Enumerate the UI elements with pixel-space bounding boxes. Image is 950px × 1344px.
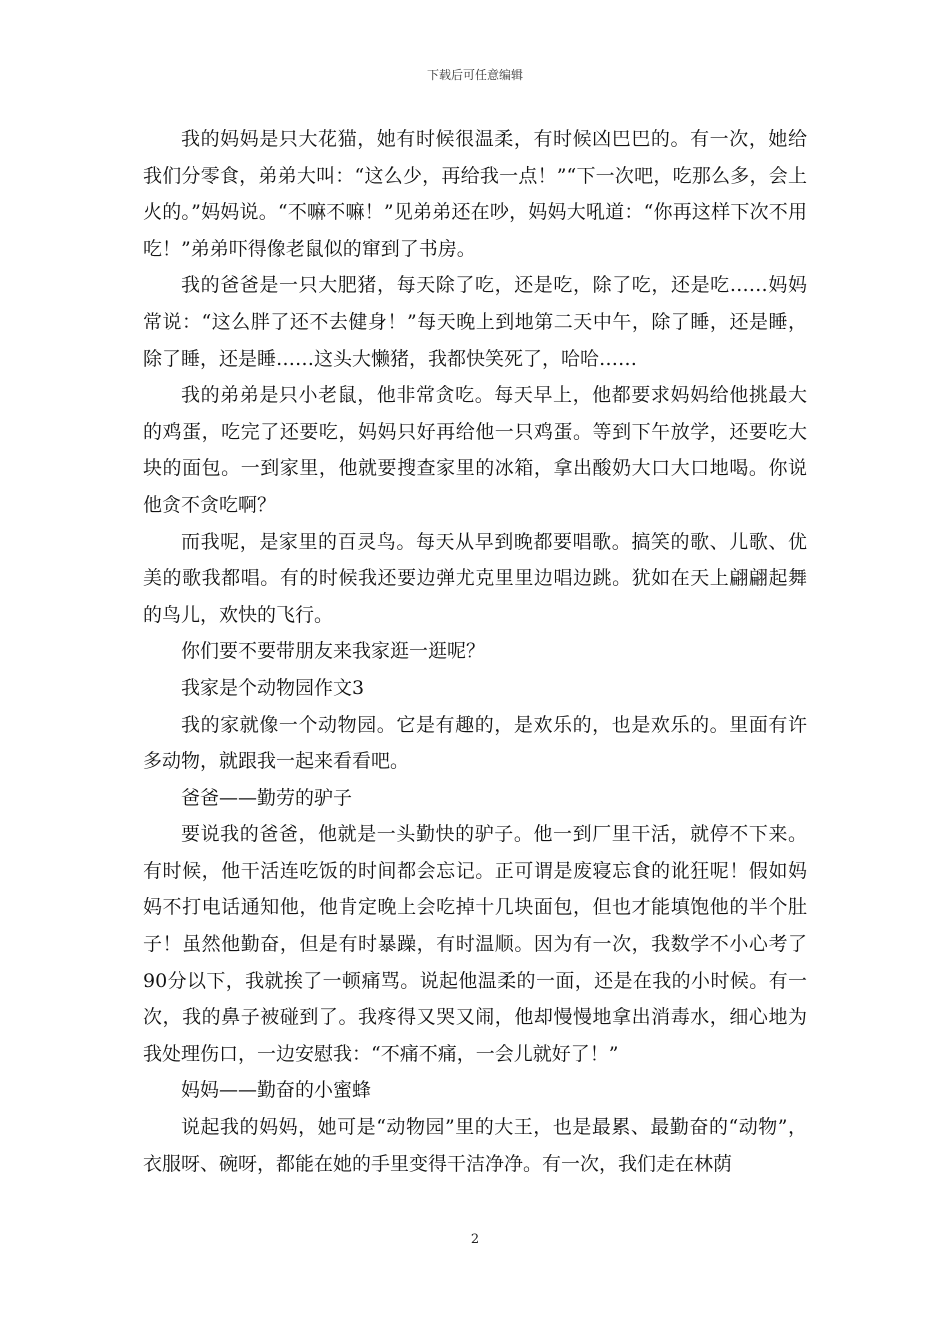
paragraph-mom-bee: 说起我的妈妈，她可是“动物园”里的大王，也是最累、最勤奋的“动物”，衣服呀、碗呀，都能在她的手里变得干洁净净。有一次，我们走在林荫 [143,1116,807,1175]
document-body [143,121,807,1182]
section-heading-dad: 爸爸——勤劳的驴子 [181,786,353,809]
paragraph-intro: 我的家就像一个动物园。它是有趣的，是欢乐的，也是欢乐的。里面有许多动物，就跟我一起来看看吧。 [143,713,807,773]
essay-title: 我家是个动物园作文3 [181,676,365,699]
paragraph-mom-cat: 我的妈妈是只大花猫，她有时候很温柔，有时候凶巴巴的。有一次，她给我们分零食，弟弟大叫：“这么少，再给我一点！”“下一次吧，吃那么多，会上火的。”妈妈说。“不嘛不嘛！”见弟弟还在吵，妈妈大吼道：“你再这样下次不用吃！”弟弟吓得像老鼠似的窜到了书房。 [143,128,807,260]
paragraph-dad-pig: 我的爸爸是一只大肥猪，每天除了吃，还是吃，除了吃，还是吃……妈妈常说：“这么胖了还不去健身！”每天晚上到地第二天中午，除了睡，还是睡，除了睡，还是睡……这头大懒猪，我都快笑死了，哈哈…… [143,274,807,370]
paragraph-brother-mouse: 我的弟弟是只小老鼠，他非常贪吃。每天早上，他都要求妈妈给他挑最大的鸡蛋，吃完了还要吃，妈妈只好再给他一只鸡蛋。等到下午放学，还要吃大块的面包。一到家里，他就要搜查家里的冰箱，拿出酸奶大口大口地喝。你说他贪不贪吃啊？ [143,384,807,516]
paragraph-me-lark: 而我呢，是家里的百灵鸟。每天从早到晚都要唱歌。搞笑的歌、儿歌、优美的歌我都唱。有的时候我还要边弹尤克里里边唱边跳。犹如在天上翩翩起舞的鸟儿，欢快的飞行。 [143,530,807,626]
paragraph-invitation: 你们要不要带朋友来我家逛一逛呢？ [181,640,486,663]
page-header: 下载后可任意编辑 [426,68,523,82]
section-heading-mom: 妈妈——勤奋的小蜜蜂 [181,1079,372,1102]
paragraph-dad-donkey: 要说我的爸爸，他就是一头勤快的驴子。他一到厂里干活，就停不下来。有时候，他干活连吃饭的时间都会忘记。正可谓是废寝忘食的讹狂呢！假如妈妈不打电话通知他，他肯定晚上会吃掉十几块面包，但也才能填饱他的半个肚子！虽然他勤奋，但是有时暴躁，有时温顺。因为有一次，我数学不小心考了90分以下，我就挨了一顿痛骂。说起他温柔的一面，还是在我的小时候。有一次，我的鼻子被碰到了。我疼得又哭又闹，他却慢慢地拿出消毒水，细心地为我处理伤口，一边安慰我：“不痛不痛，一会儿就好了！” [143,823,807,1065]
page-number: 2 [470,1232,480,1247]
